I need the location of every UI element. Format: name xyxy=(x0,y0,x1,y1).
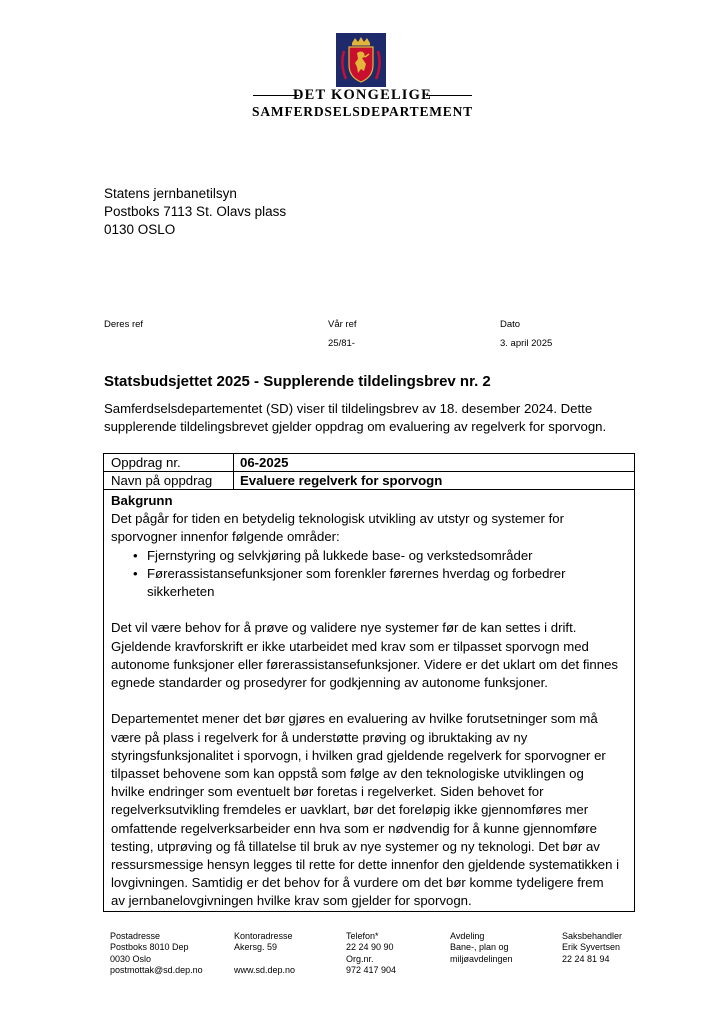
paragraph-line: av jernbanelovgivningen hvilke krav som gjelder for sporvogn. xyxy=(111,893,472,909)
background-heading: Bakgrunn xyxy=(111,493,173,508)
bullet-text: Fjernstyring og selvkjøring på lukkede base- og verkstedsområder xyxy=(147,547,533,563)
recipient-city: 0130 OSLO xyxy=(104,222,176,237)
footer-text: Akersg. 59 xyxy=(234,942,278,953)
paragraph-line: sporvogner innenfor følgende områder: xyxy=(111,529,340,545)
footer-heading: Kontoradresse xyxy=(234,931,293,941)
task-name-value: Evaluere regelverk for sporvogn xyxy=(240,473,443,488)
paragraph-line: Departementet mener det bør gjøres en evaluering av hvilke forutsetninger som må xyxy=(111,711,598,727)
letterhead xyxy=(240,33,485,123)
paragraph-line: Det pågår for tiden en betydelig teknologisk utvikling av utstyr og systemer for xyxy=(111,511,564,527)
bullet-list xyxy=(111,547,631,602)
footer-text: Bane-, plan og xyxy=(450,942,509,953)
footer-case-handler xyxy=(562,931,622,965)
paragraph-line: autonome funksjoner eller førerassistansefunksjoner. Videre er det uklart om det finnes xyxy=(111,656,619,672)
paragraph-line: egnede standarder og prosedyrer for godkjenning av autonome funksjoner. xyxy=(111,675,548,691)
date-value: 3. april 2025 xyxy=(500,338,553,349)
paragraph-line: tilpasset behovene som kan oppstå som følge av den teknologiske utviklingen og xyxy=(111,766,584,782)
column-divider xyxy=(233,454,234,472)
royal-coat-of-arms-icon xyxy=(336,33,386,87)
letterhead-line2: SAMFERDSELSDEPARTEMENT xyxy=(252,104,473,119)
paragraph-line: ressursmessige hensyn legges til rette for dette innenfor den gjeldende systematikken i xyxy=(111,857,619,873)
task-number-row xyxy=(104,454,634,472)
task-name-label: Navn på oppdrag xyxy=(111,473,213,488)
letter-intro xyxy=(104,400,644,436)
var-ref-label: Vår ref xyxy=(328,319,357,330)
bullet-text: Førerassistansefunksjoner som forenkler førernes hverdag og forbedrer xyxy=(147,565,566,581)
paragraph-line: Det vil være behov for å prøve og validere nye systemer før de kan settes i drift. xyxy=(111,620,577,636)
recipient-postbox: Postboks 7113 St. Olavs plass xyxy=(104,204,287,219)
footer-text: Postboks 8010 Dep xyxy=(110,942,189,953)
paragraph-line: Gjeldende kravforskrift er ikke utarbeidet med krav som er tilpasset sporvogn med xyxy=(111,638,589,654)
bullet-item xyxy=(111,547,631,565)
footer-heading: Telefon* xyxy=(346,931,379,941)
footer-text: 22 24 90 90 xyxy=(346,942,394,953)
footer-text: miljøavdelingen xyxy=(450,953,513,964)
bullet-text: sikkerheten xyxy=(147,584,215,600)
task-name-row xyxy=(104,472,634,490)
footer-website-link[interactable]: www.sd.dep.no xyxy=(234,965,296,976)
footer-text: 972 417 904 xyxy=(346,965,397,976)
paragraph-line: regelverksutvikling fremdeles er uavklart, bør det foreløpig ikke gjennomføres mer xyxy=(111,802,589,818)
footer-office-address xyxy=(234,931,295,977)
letter-title: Statsbudsjettet 2025 - Supplerende tildelingsbrev nr. 2 xyxy=(104,373,491,390)
intro-line: Samferdselsdepartementet (SD) viser til tildelingsbrev av 18. desember 2024. Dette xyxy=(104,401,593,416)
paragraph-line: testing, utprøving og få tillatelse til bruk av nye systemer og ny teknologi. Det bør av xyxy=(111,838,600,854)
bullet-icon: • xyxy=(133,565,138,581)
task-table xyxy=(103,453,635,912)
deres-ref-label: Deres ref xyxy=(104,319,144,330)
footer-heading: Postadresse xyxy=(110,931,161,941)
paragraph-line: styringsfunksjonalitet i sporvogn, i hvilken grad gjeldende regelverk for sporvogner er xyxy=(111,747,606,763)
footer-text: 22 24 81 94 xyxy=(562,953,610,964)
date-label: Dato xyxy=(500,319,521,330)
var-ref-value: 25/81- xyxy=(328,338,355,349)
footer-phone xyxy=(346,931,396,977)
task-number-label: Oppdrag nr. xyxy=(111,455,181,470)
task-background xyxy=(111,492,631,911)
paragraph-line: være på plass i regelverk for å understøtte prøving og ibruktaking av ny xyxy=(111,729,528,745)
bullet-item xyxy=(111,565,631,601)
footer-heading: Avdeling xyxy=(450,931,485,941)
bullet-icon: • xyxy=(133,547,138,563)
task-number-value: 06-2025 xyxy=(240,455,289,470)
recipient-address xyxy=(104,185,286,239)
footer-heading: Saksbehandler xyxy=(562,931,623,941)
footer-department xyxy=(450,931,513,965)
footer-text: Org.nr. xyxy=(346,953,374,964)
intro-line: supplerende tildelingsbrevet gjelder oppdrag om evaluering av regelverk for sporvogn. xyxy=(104,419,607,434)
footer-text: Erik Syvertsen xyxy=(562,942,621,953)
footer-email-link[interactable]: postmottak@sd.dep.no xyxy=(110,965,203,976)
footer-postal-address xyxy=(110,931,203,977)
paragraph-line: hvilke endringer som eventuelt bør foretas i regelverket. Siden behovet for xyxy=(111,784,544,800)
recipient-name: Statens jernbanetilsyn xyxy=(104,186,237,201)
letterhead-line1: DET KONGELIGE xyxy=(292,87,433,103)
paragraph-line: omfattende regelverksarbeider enn hva som er nødvendig for å kunne gjennomføre xyxy=(111,820,598,836)
paragraph-line: lovgivningen. Samtidig er det behov for å vurdere om det bør komme tydeligere frem xyxy=(111,875,604,891)
column-divider xyxy=(233,472,234,490)
footer-text: 0030 Oslo xyxy=(110,953,152,964)
